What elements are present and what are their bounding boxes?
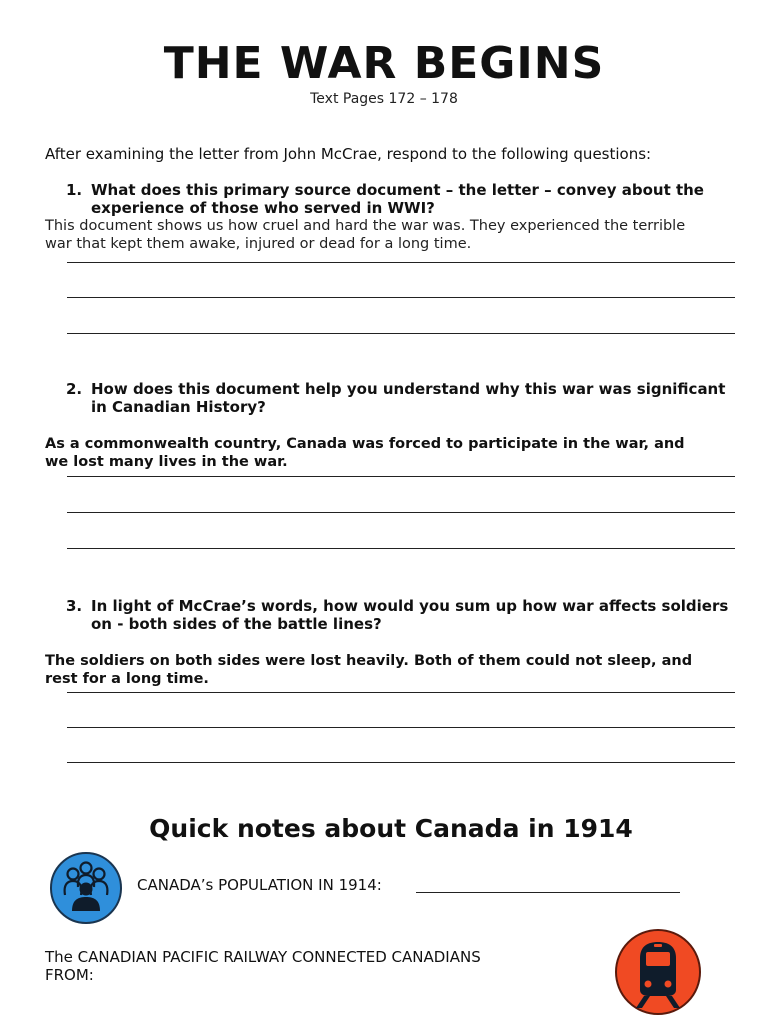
answer-line xyxy=(67,548,735,549)
question-1 xyxy=(66,181,746,217)
question-text-line: on - both sides of the battle lines? xyxy=(91,615,382,633)
question-number: 1. xyxy=(66,181,83,199)
answer-line xyxy=(67,333,735,334)
train-icon xyxy=(614,928,702,1016)
answer-line xyxy=(67,262,735,263)
people-group-icon xyxy=(49,851,123,925)
answer-1[interactable] xyxy=(45,217,735,253)
answer-text-line: This document shows us how cruel and hard the war was. They experienced the terrible xyxy=(45,218,686,234)
railway-label xyxy=(45,948,565,984)
answer-text-line: The soldiers on both sides were lost heavily. Both of them could not sleep, and xyxy=(45,653,693,669)
answer-line xyxy=(67,727,735,728)
answer-line xyxy=(67,512,735,513)
railway-label-line: FROM: xyxy=(45,966,94,984)
answer-text-line: rest for a long time. xyxy=(45,671,209,687)
population-answer-field[interactable] xyxy=(416,892,680,893)
population-label: CANADA’s POPULATION IN 1914: xyxy=(137,876,382,894)
answer-text-line: war that kept them awake, injured or dead for a long time. xyxy=(45,236,472,252)
answer-text-line: As a commonwealth country, Canada was forced to participate in the war, and xyxy=(45,436,685,452)
question-number: 3. xyxy=(66,597,83,615)
answer-line xyxy=(67,692,735,693)
page-title: THE WAR BEGINS xyxy=(163,38,605,89)
question-number: 2. xyxy=(66,380,83,398)
answer-text-line: we lost many lives in the war. xyxy=(45,454,288,470)
section-title: Quick notes about Canada in 1914 xyxy=(149,814,633,843)
answer-3[interactable] xyxy=(45,652,735,688)
question-2 xyxy=(66,380,746,416)
answer-line xyxy=(67,476,735,477)
instructions: After examining the letter from John McCrae, respond to the following questions: xyxy=(45,145,652,163)
question-text-line: How does this document help you understand why this war was significant xyxy=(91,380,726,398)
answer-line xyxy=(67,297,735,298)
question-text-line: in Canadian History? xyxy=(91,398,266,416)
question-text-line: In light of McCrae’s words, how would you sum up how war affects soldiers xyxy=(91,597,729,615)
answer-2[interactable] xyxy=(45,435,735,471)
question-text-line: What does this primary source document – the letter – convey about the xyxy=(91,181,704,199)
railway-label-line: The CANADIAN PACIFIC RAILWAY CONNECTED CANADIANS xyxy=(45,948,481,966)
page-subtitle: Text Pages 172 – 178 xyxy=(310,91,458,107)
question-text-line: experience of those who served in WWI? xyxy=(91,199,435,217)
question-3 xyxy=(66,597,746,633)
answer-line xyxy=(67,762,735,763)
